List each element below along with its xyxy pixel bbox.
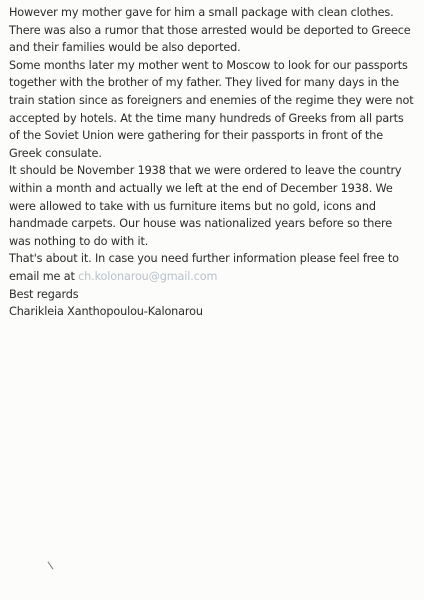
letter-line: were allowed to take with us furniture items but no gold, icons and — [9, 199, 376, 213]
letter-line: However my mother gave for him a small package with clean clothes. — [9, 6, 394, 19]
letter-body — [9, 4, 419, 321]
stray-pen-mark — [48, 562, 54, 570]
email-prefix: email me at — [9, 269, 79, 283]
email-line — [9, 268, 419, 286]
letter-line: accepted by hotels. At the time many hundreds of Greeks from all parts — [9, 111, 404, 125]
letter-line: Greek consulate. — [9, 146, 102, 160]
letter-line: train station since as foreigners and enemies of the regime they were not — [9, 93, 414, 107]
letter-line: It should be November 1938 that we were ordered to leave the country — [9, 164, 402, 178]
letter-line: within a month and actually we left at the end of December 1938. We — [9, 181, 393, 195]
letter-line: of the Soviet Union were gathering for their passports in front of the — [9, 129, 383, 143]
letter-line: There was also a rumor that those arrested would be deported to Greece — [9, 23, 411, 37]
signature-line: Charikleia Xanthopoulou-Kalonarou — [9, 305, 203, 319]
email-address: ch.kolonarou@gmail.com — [78, 269, 218, 283]
letter-line: was nothing to do with it. — [9, 234, 149, 248]
letter-line: Some months later my mother went to Moscow to look for our passports — [9, 58, 408, 72]
closing-line: Best regards — [9, 287, 79, 301]
letter-line: and their families would be also deported. — [9, 41, 241, 55]
letter-line: handmade carpets. Our house was nationalized years before so there — [9, 217, 392, 231]
letter-line: together with the brother of my father. They lived for many days in the — [9, 76, 399, 90]
letter-line: That's about it. In case you need further information please feel free to — [9, 252, 399, 266]
